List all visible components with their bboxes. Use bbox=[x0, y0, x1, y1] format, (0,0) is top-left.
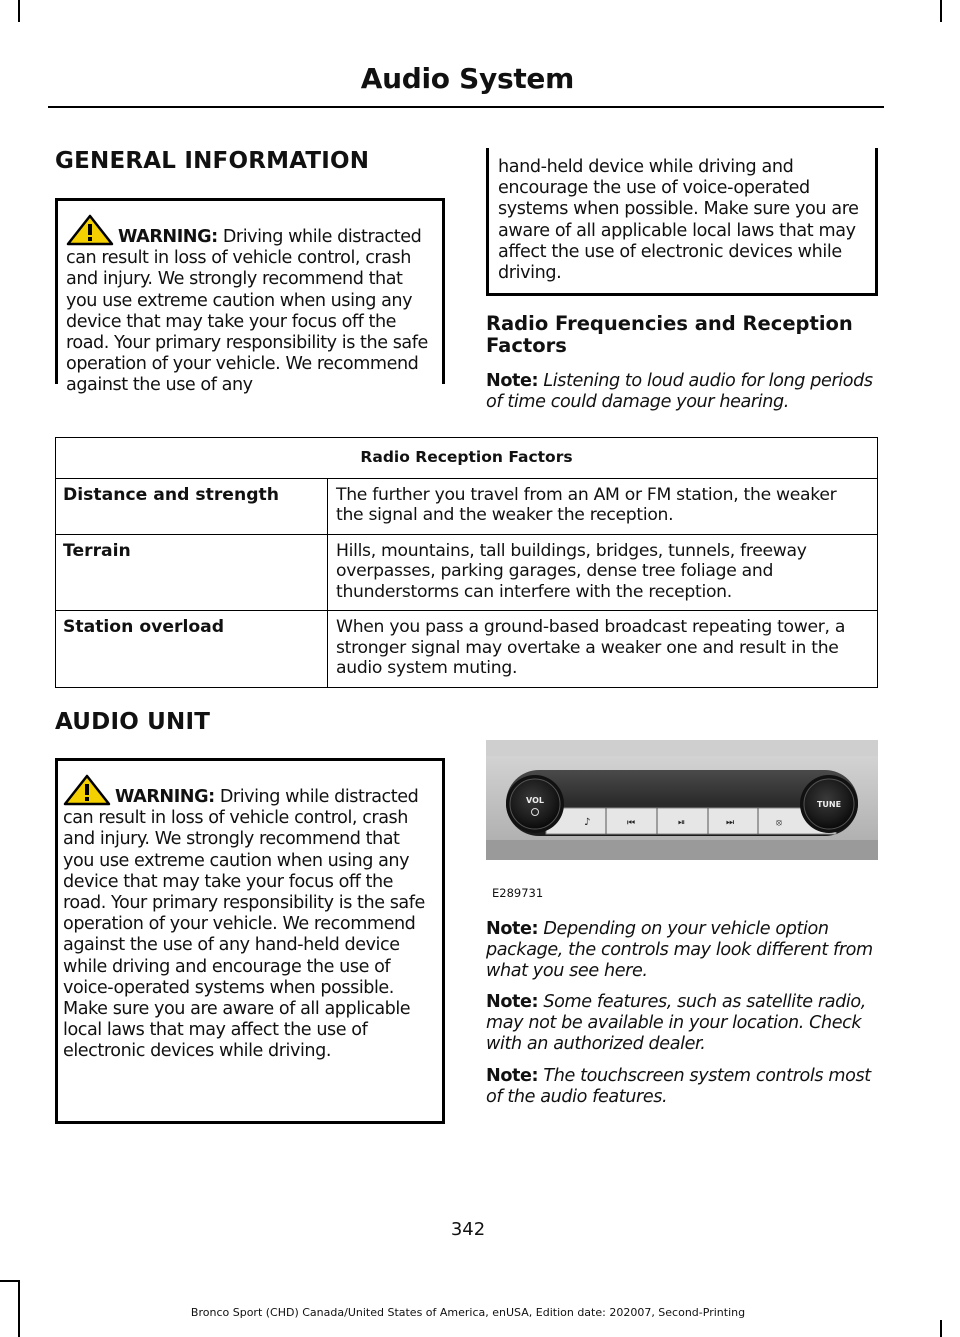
table-cell-description: When you pass a ground-based broadcast repeating tower, a stronger signal may overtake a weaker one and result in the audio system muting. bbox=[328, 611, 878, 688]
figure-id: E289731 bbox=[492, 886, 544, 900]
table-cell-factor: Terrain bbox=[56, 534, 328, 611]
table-row bbox=[56, 478, 878, 534]
crop-mark-top-left bbox=[18, 0, 20, 22]
table-caption: Radio Reception Factors bbox=[56, 438, 878, 479]
warning-text: Driving while distracted can result in loss of vehicle control, crash and injury. We strongly recommend that you use extreme caution when using any device that may take your focus off the road. Your primary responsibility is the safe operation of your vehicle. We recommend against the use of any hand-held device while driving and encourage the use of voice-operated systems when possible. Make sure you are aware of all applicable local laws that may affect the use of electronic devices while driving. bbox=[63, 787, 425, 1062]
general-information-heading: GENERAL INFORMATION bbox=[55, 148, 370, 174]
note-text: Listening to loud audio for long periods of time could damage your hearing. bbox=[486, 371, 873, 413]
svg-text:⏯: ⏯ bbox=[678, 818, 686, 828]
warning-text-part1: Driving while distracted can result in loss of vehicle control, crash and injury. We strongly recommend that you use extreme caution when using any device that may take your focus off the road. Your primary responsibility is the safe operation of your vehicle. We recommend against the use of any bbox=[66, 227, 428, 396]
table-row bbox=[56, 611, 878, 688]
audio-unit-heading: AUDIO UNIT bbox=[55, 709, 211, 735]
note-text: The touchscreen system controls most of the audio features. bbox=[486, 1066, 871, 1108]
warning-box-right-rule bbox=[442, 198, 445, 384]
note-text: Some features, such as satellite radio, may not be available in your location. Check with an authorized dealer. bbox=[486, 992, 866, 1055]
note-label: Note: bbox=[486, 371, 539, 391]
page-footer: Bronco Sport (CHD) Canada/United States of America, enUSA, Edition date: 202007, Second-Printing bbox=[190, 1306, 746, 1319]
table-cell-factor: Distance and strength bbox=[56, 478, 328, 534]
general-warning-box bbox=[55, 198, 445, 396]
page-number: 342 bbox=[450, 1219, 486, 1240]
warning-text-part2: hand-held device while driving and encourage the use of voice-operated systems when possible. Make sure you are aware of all applicable local laws that may affect the use of electronic devices while driving. bbox=[498, 157, 859, 284]
page-header-title: Audio System bbox=[360, 62, 574, 95]
audio-unit-panel-illustration bbox=[486, 740, 878, 878]
note-label: Note: bbox=[486, 992, 539, 1012]
crop-mark-bottom-right bbox=[940, 1320, 942, 1337]
svg-text:⦻: ⦻ bbox=[776, 818, 782, 828]
table-cell-description: Hills, mountains, tall buildings, bridges, tunnels, freeway overpasses, parking garages, dense tree foliage and thunderstorms can interfere with the reception. bbox=[328, 534, 878, 611]
warning-label: WARNING: bbox=[115, 787, 215, 807]
warning-triangle-icon bbox=[63, 774, 111, 806]
note-label: Note: bbox=[486, 1066, 539, 1086]
header-rule bbox=[48, 106, 884, 108]
audio-note-1 bbox=[486, 919, 878, 983]
table-cell-description: The further you travel from an AM or FM station, the weaker the signal and the weaker the reception. bbox=[328, 478, 878, 534]
vol-knob-label: VOL bbox=[526, 796, 544, 805]
table-row bbox=[56, 534, 878, 611]
note-text: Depending on your vehicle option package, the controls may look different from what you see here. bbox=[486, 919, 873, 982]
audio-unit-figure bbox=[486, 740, 878, 878]
svg-text:⏮: ⏮ bbox=[627, 818, 636, 828]
svg-text:⏭: ⏭ bbox=[726, 818, 735, 828]
note-label: Note: bbox=[486, 919, 539, 939]
general-warning-continuation bbox=[486, 148, 878, 296]
radio-reception-factors-table bbox=[55, 437, 878, 688]
crop-mark-bottom-left bbox=[0, 1280, 20, 1282]
warning-triangle-icon bbox=[66, 214, 114, 246]
audio-unit-warning-box bbox=[55, 758, 445, 1124]
crop-mark-top-right bbox=[940, 0, 942, 22]
audio-note-3 bbox=[486, 1066, 878, 1108]
warning-label: WARNING: bbox=[118, 227, 218, 247]
radio-frequencies-subheading: Radio Frequencies and Reception Factors bbox=[486, 312, 853, 357]
audio-note-2 bbox=[486, 992, 881, 1056]
warning-box-top-rule bbox=[58, 198, 445, 201]
tune-knob-label: TUNE bbox=[816, 800, 842, 809]
table-cell-factor: Station overload bbox=[56, 611, 328, 688]
svg-text:♪: ♪ bbox=[584, 817, 591, 828]
hearing-note bbox=[486, 371, 881, 413]
